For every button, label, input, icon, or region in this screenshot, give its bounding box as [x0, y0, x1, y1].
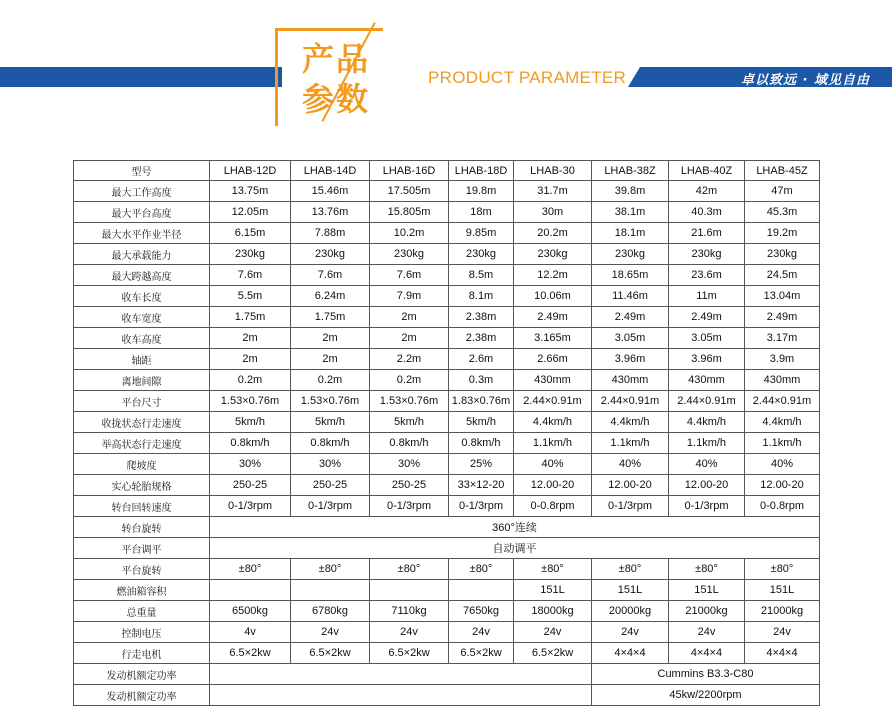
table-cell: 31.7m: [514, 181, 592, 202]
row-label: 收拢状态行走速度: [74, 412, 210, 433]
table-row: [74, 223, 820, 244]
model-header-cell: LHAB-16D: [370, 161, 449, 181]
table-cell: 20000kg: [592, 601, 669, 622]
table-cell: 33×12-20: [449, 475, 514, 496]
table-cell: 18.65m: [592, 265, 669, 286]
table-row: [74, 412, 820, 433]
table-cell: 2.49m: [592, 307, 669, 328]
table-cell: 21000kg: [669, 601, 745, 622]
table-cell: 2m: [370, 328, 449, 349]
row-label: 最大工作高度: [74, 181, 210, 202]
table-cell: 3.05m: [669, 328, 745, 349]
table-cell: 0.2m: [291, 370, 370, 391]
row-label: 最大水平作业半径: [74, 223, 210, 244]
table-cell: 24v: [592, 622, 669, 643]
row-label: 总重量: [74, 601, 210, 622]
table-cell: 4v: [210, 622, 291, 643]
table-row: [74, 496, 820, 517]
table-row: [74, 454, 820, 475]
table-cell: 6.5×2kw: [449, 643, 514, 664]
table-cell: 230kg: [745, 244, 820, 265]
table-cell: 2.44×0.91m: [669, 391, 745, 412]
row-label: 转台回转速度: [74, 496, 210, 517]
row-label: 平台旋转: [74, 559, 210, 580]
table-row: [74, 391, 820, 412]
table-row: [74, 643, 820, 664]
table-cell: 1.53×0.76m: [291, 391, 370, 412]
table-cell: 230kg: [592, 244, 669, 265]
subtitle: PRODUCT PARAMETER: [428, 68, 627, 87]
table-cell: 0.8km/h: [370, 433, 449, 454]
table-cell: 2.38m: [449, 307, 514, 328]
model-header-cell: LHAB-12D: [210, 161, 291, 181]
table-cell: 19.8m: [449, 181, 514, 202]
title-line-2: 参数: [302, 80, 371, 118]
table-cell: 430mm: [745, 370, 820, 391]
table-cell: 7.9m: [370, 286, 449, 307]
table-cell: ±80°: [592, 559, 669, 580]
model-header-cell: LHAB-45Z: [745, 161, 820, 181]
table-cell: 2.44×0.91m: [592, 391, 669, 412]
model-header-cell: LHAB-14D: [291, 161, 370, 181]
table-cell: 1.53×0.76m: [210, 391, 291, 412]
table-cell: 12.00-20: [514, 475, 592, 496]
table-row: [74, 307, 820, 328]
table-cell: 6.5×2kw: [370, 643, 449, 664]
table-cell: 0-1/3rpm: [592, 496, 669, 517]
table-cell: 1.75m: [210, 307, 291, 328]
table-cell: 38.1m: [592, 202, 669, 223]
table-cell: 5.5m: [210, 286, 291, 307]
table-cell: 12.00-20: [745, 475, 820, 496]
table-cell: 6.15m: [210, 223, 291, 244]
table-cell: 24v: [514, 622, 592, 643]
model-header-cell: LHAB-18D: [449, 161, 514, 181]
blue-band-left: [0, 67, 282, 87]
table-cell: 13.75m: [210, 181, 291, 202]
table-cell: 1.1km/h: [669, 433, 745, 454]
table-cell: 0.8km/h: [291, 433, 370, 454]
model-header-cell: LHAB-38Z: [592, 161, 669, 181]
table-cell: 4×4×4: [745, 643, 820, 664]
table-cell: 24v: [291, 622, 370, 643]
table-row: [74, 349, 820, 370]
row-label: 发动机额定功率: [74, 685, 210, 706]
row-label: 型号: [74, 161, 210, 181]
slogan: 卓以致远 · 域见自由: [741, 73, 870, 88]
table-cell: ±80°: [669, 559, 745, 580]
row-label: 举高状态行走速度: [74, 433, 210, 454]
table-cell: 3.165m: [514, 328, 592, 349]
table-cell: [370, 580, 449, 601]
row-label: 爬坡度: [74, 454, 210, 475]
table-row: [74, 517, 820, 538]
table-cell: 230kg: [291, 244, 370, 265]
table-cell: 0-1/3rpm: [291, 496, 370, 517]
table-cell: 1.53×0.76m: [370, 391, 449, 412]
table-row: [74, 328, 820, 349]
table-cell: 24v: [669, 622, 745, 643]
merged-cell: 自动调平: [210, 538, 820, 559]
table-cell: 24v: [449, 622, 514, 643]
table-cell: 13.04m: [745, 286, 820, 307]
table-cell: 430mm: [592, 370, 669, 391]
row-label: 离地间隙: [74, 370, 210, 391]
table-cell: 4.4km/h: [745, 412, 820, 433]
table-row: [74, 286, 820, 307]
table-cell: 0-1/3rpm: [449, 496, 514, 517]
table-cell: 17.505m: [370, 181, 449, 202]
table-row: [74, 433, 820, 454]
table-row: [74, 601, 820, 622]
merged-cell: 360°连续: [210, 517, 820, 538]
table-cell: 1.1km/h: [514, 433, 592, 454]
row-label: 平台调平: [74, 538, 210, 559]
table-cell: 6.5×2kw: [210, 643, 291, 664]
table-cell: 24.5m: [745, 265, 820, 286]
table-cell: 13.76m: [291, 202, 370, 223]
table-cell: 2.44×0.91m: [514, 391, 592, 412]
table-cell: 4×4×4: [592, 643, 669, 664]
table-row: [74, 622, 820, 643]
table-cell: 2.44×0.91m: [745, 391, 820, 412]
table-row: [74, 370, 820, 391]
table-cell: 7.6m: [370, 265, 449, 286]
row-label: 控制电压: [74, 622, 210, 643]
table-cell: 3.96m: [669, 349, 745, 370]
table-cell: 0-1/3rpm: [669, 496, 745, 517]
table-cell: 18.1m: [592, 223, 669, 244]
model-header-cell: LHAB-40Z: [669, 161, 745, 181]
merged-cell: Cummins B3.3-C80: [592, 664, 820, 685]
table-cell: 8.5m: [449, 265, 514, 286]
row-label: 平台尺寸: [74, 391, 210, 412]
table-cell: 15.805m: [370, 202, 449, 223]
table-cell: 15.46m: [291, 181, 370, 202]
table-cell: 2.49m: [669, 307, 745, 328]
table-row: [74, 685, 820, 706]
row-label: 收车宽度: [74, 307, 210, 328]
table-cell: 430mm: [514, 370, 592, 391]
title-line-1: 产品: [302, 40, 371, 78]
page-header: [0, 0, 892, 150]
row-label: 最大跨越高度: [74, 265, 210, 286]
table-cell: 8.1m: [449, 286, 514, 307]
merged-cell-empty: [210, 685, 592, 706]
table-cell: 6.5×2kw: [514, 643, 592, 664]
table-cell: 12.00-20: [669, 475, 745, 496]
table-cell: 3.96m: [592, 349, 669, 370]
table-cell: 47m: [745, 181, 820, 202]
table-cell: 230kg: [210, 244, 291, 265]
table-cell: 1.83×0.76m: [449, 391, 514, 412]
table-row: [74, 475, 820, 496]
table-cell: 250-25: [370, 475, 449, 496]
table-cell: 6500kg: [210, 601, 291, 622]
table-cell: 3.9m: [745, 349, 820, 370]
table-cell: 6780kg: [291, 601, 370, 622]
table-cell: 10.2m: [370, 223, 449, 244]
model-header-cell: LHAB-30: [514, 161, 592, 181]
table-cell: 4.4km/h: [514, 412, 592, 433]
merged-cell: 45kw/2200rpm: [592, 685, 820, 706]
table-cell: 0-1/3rpm: [370, 496, 449, 517]
table-cell: 230kg: [370, 244, 449, 265]
table-cell: 230kg: [514, 244, 592, 265]
table-cell: 30%: [210, 454, 291, 475]
table-row: [74, 265, 820, 286]
table-cell: 3.05m: [592, 328, 669, 349]
table-cell: 2.38m: [449, 328, 514, 349]
table-cell: 0-0.8rpm: [745, 496, 820, 517]
row-label: 最大承载能力: [74, 244, 210, 265]
table-cell: 40%: [669, 454, 745, 475]
table-cell: ±80°: [514, 559, 592, 580]
table-cell: 7.6m: [291, 265, 370, 286]
table-cell: 2.2m: [370, 349, 449, 370]
table-row: [74, 580, 820, 601]
table-cell: 9.85m: [449, 223, 514, 244]
row-label: 转台旋转: [74, 517, 210, 538]
table-cell: 11m: [669, 286, 745, 307]
row-label: 最大平台高度: [74, 202, 210, 223]
table-cell: 10.06m: [514, 286, 592, 307]
table-cell: 1.1km/h: [592, 433, 669, 454]
table-cell: 24v: [370, 622, 449, 643]
table-cell: 2.49m: [745, 307, 820, 328]
table-cell: 20.2m: [514, 223, 592, 244]
table-cell: 40.3m: [669, 202, 745, 223]
table-cell: 230kg: [669, 244, 745, 265]
table-cell: 7.88m: [291, 223, 370, 244]
table-cell: 2m: [370, 307, 449, 328]
table-cell: 12.2m: [514, 265, 592, 286]
table-row: [74, 538, 820, 559]
table-row: [74, 202, 820, 223]
table-cell: 5km/h: [370, 412, 449, 433]
table-cell: 1.1km/h: [745, 433, 820, 454]
table-cell: 24v: [745, 622, 820, 643]
table-cell: 3.17m: [745, 328, 820, 349]
table-cell: 21000kg: [745, 601, 820, 622]
table-cell: 151L: [745, 580, 820, 601]
table-cell: 2.66m: [514, 349, 592, 370]
table-cell: [291, 580, 370, 601]
table-row: [74, 244, 820, 265]
table-cell: 7.6m: [210, 265, 291, 286]
table-cell: 0.3m: [449, 370, 514, 391]
table-cell: 30%: [370, 454, 449, 475]
row-label: 燃油箱容积: [74, 580, 210, 601]
parameter-table-body: [74, 161, 820, 706]
table-cell: 30%: [291, 454, 370, 475]
table-cell: 2.6m: [449, 349, 514, 370]
table-cell: ±80°: [291, 559, 370, 580]
table-cell: 4×4×4: [669, 643, 745, 664]
table-header-row: [74, 161, 820, 181]
table-row: [74, 181, 820, 202]
table-cell: [449, 580, 514, 601]
row-label: 发动机额定功率: [74, 664, 210, 685]
table-cell: 39.8m: [592, 181, 669, 202]
table-cell: 4.4km/h: [669, 412, 745, 433]
table-cell: 430mm: [669, 370, 745, 391]
table-cell: 7110kg: [370, 601, 449, 622]
table-cell: 23.6m: [669, 265, 745, 286]
table-cell: 5km/h: [449, 412, 514, 433]
table-cell: 40%: [592, 454, 669, 475]
table-cell: 40%: [745, 454, 820, 475]
table-cell: 151L: [669, 580, 745, 601]
table-cell: ±80°: [449, 559, 514, 580]
table-cell: 42m: [669, 181, 745, 202]
table-cell: 6.24m: [291, 286, 370, 307]
table-cell: 230kg: [449, 244, 514, 265]
table-cell: 0.8km/h: [210, 433, 291, 454]
table-cell: 0.2m: [370, 370, 449, 391]
table-cell: 18m: [449, 202, 514, 223]
table-cell: 2m: [210, 328, 291, 349]
table-cell: 0.2m: [210, 370, 291, 391]
table-cell: 21.6m: [669, 223, 745, 244]
row-label: 轴距: [74, 349, 210, 370]
row-label: 实心轮胎规格: [74, 475, 210, 496]
table-cell: 2m: [291, 349, 370, 370]
table-cell: 7650kg: [449, 601, 514, 622]
table-cell: 30m: [514, 202, 592, 223]
table-cell: 0-1/3rpm: [210, 496, 291, 517]
table-row: [74, 559, 820, 580]
table-cell: 4.4km/h: [592, 412, 669, 433]
table-cell: 25%: [449, 454, 514, 475]
table-cell: 19.2m: [745, 223, 820, 244]
merged-cell-empty: [210, 664, 592, 685]
table-cell: 6.5×2kw: [291, 643, 370, 664]
table-cell: 0-0.8rpm: [514, 496, 592, 517]
table-cell: ±80°: [745, 559, 820, 580]
table-cell: 5km/h: [210, 412, 291, 433]
row-label: 行走电机: [74, 643, 210, 664]
table-cell: 2.49m: [514, 307, 592, 328]
parameter-table: [73, 160, 820, 706]
table-cell: 11.46m: [592, 286, 669, 307]
table-cell: 250-25: [210, 475, 291, 496]
table-cell: ±80°: [370, 559, 449, 580]
row-label: 收车长度: [74, 286, 210, 307]
table-cell: 5km/h: [291, 412, 370, 433]
table-cell: 2m: [291, 328, 370, 349]
table-cell: [210, 580, 291, 601]
row-label: 收车高度: [74, 328, 210, 349]
table-cell: ±80°: [210, 559, 291, 580]
table-cell: 18000kg: [514, 601, 592, 622]
table-cell: 0.8km/h: [449, 433, 514, 454]
table-cell: 2m: [210, 349, 291, 370]
table-cell: 151L: [514, 580, 592, 601]
table-cell: 12.00-20: [592, 475, 669, 496]
table-row: [74, 664, 820, 685]
table-cell: 151L: [592, 580, 669, 601]
table-cell: 1.75m: [291, 307, 370, 328]
table-cell: 250-25: [291, 475, 370, 496]
table-cell: 40%: [514, 454, 592, 475]
table-cell: 45.3m: [745, 202, 820, 223]
table-cell: 12.05m: [210, 202, 291, 223]
